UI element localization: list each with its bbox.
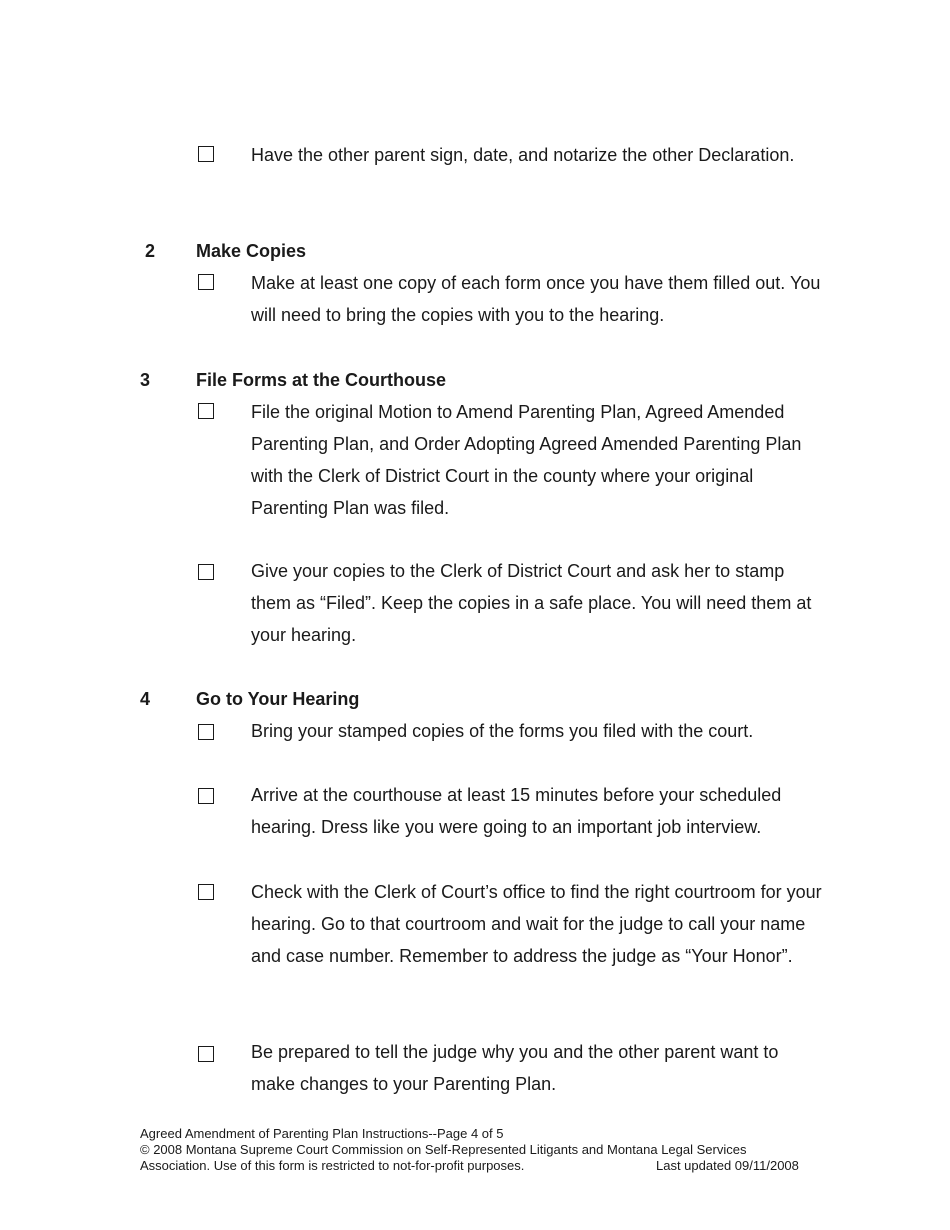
section-heading: File Forms at the Courthouse (196, 370, 447, 390)
footer (140, 1126, 820, 1174)
checklist-item-text: Give your copies to the Clerk of District Court and ask her to stamp them as “Filed”. Keep the copies in a safe place. You will need them at your hearing. (251, 561, 812, 645)
checklist-item-text: File the original Motion to Amend Parenting Plan, Agreed Amended Parenting Plan, and Order Adopting Agreed Amended Parenting Plan with the Clerk of District Court in the county where your original Parenting Plan was filed. (251, 402, 802, 518)
checkbox[interactable] (198, 884, 214, 900)
checklist-item-text: Bring your stamped copies of the forms you filed with the court. (251, 721, 754, 741)
checkbox[interactable] (198, 403, 214, 419)
checkbox[interactable] (198, 788, 214, 804)
checklist-item-text: Check with the Clerk of Court’s office to find the right courtroom for your hearing. Go to that courtroom and wait for the judge to call your name and case number. Remember to address the judge as “Your Honor”. (251, 882, 822, 966)
footer-line-3: Association. Use of this form is restricted to not-for-profit purposes. (140, 1158, 525, 1173)
checklist-item-text: Have the other parent sign, date, and notarize the other Declaration. (251, 145, 795, 165)
footer-line-1: Agreed Amendment of Parenting Plan Instructions--Page 4 of 5 (140, 1126, 504, 1141)
checklist-item-text: Arrive at the courthouse at least 15 minutes before your scheduled hearing. Dress like you were going to an important job interview. (251, 785, 782, 837)
section-heading: Go to Your Hearing (196, 689, 360, 709)
section-heading: Make Copies (196, 241, 307, 261)
checkbox[interactable] (198, 724, 214, 740)
checkbox[interactable] (198, 1046, 214, 1062)
footer-line-2: © 2008 Montana Supreme Court Commission on Self-Represented Litigants and Montana Legal Services (140, 1142, 747, 1157)
section-number: 4 (140, 689, 151, 709)
checkbox[interactable] (198, 146, 214, 162)
section-number: 3 (140, 370, 151, 390)
footer-last-updated: Last updated 09/11/2008 (656, 1158, 799, 1173)
footer-line-3-row (140, 1158, 820, 1174)
checklist-item-text: Be prepared to tell the judge why you and the other parent want to make changes to your Parenting Plan. (251, 1042, 779, 1094)
checklist-item-text: Make at least one copy of each form once you have them filled out. You will need to bring the copies with you to the hearing. (251, 273, 821, 325)
section-number: 2 (145, 241, 156, 261)
checkbox[interactable] (198, 274, 214, 290)
checkbox[interactable] (198, 564, 214, 580)
